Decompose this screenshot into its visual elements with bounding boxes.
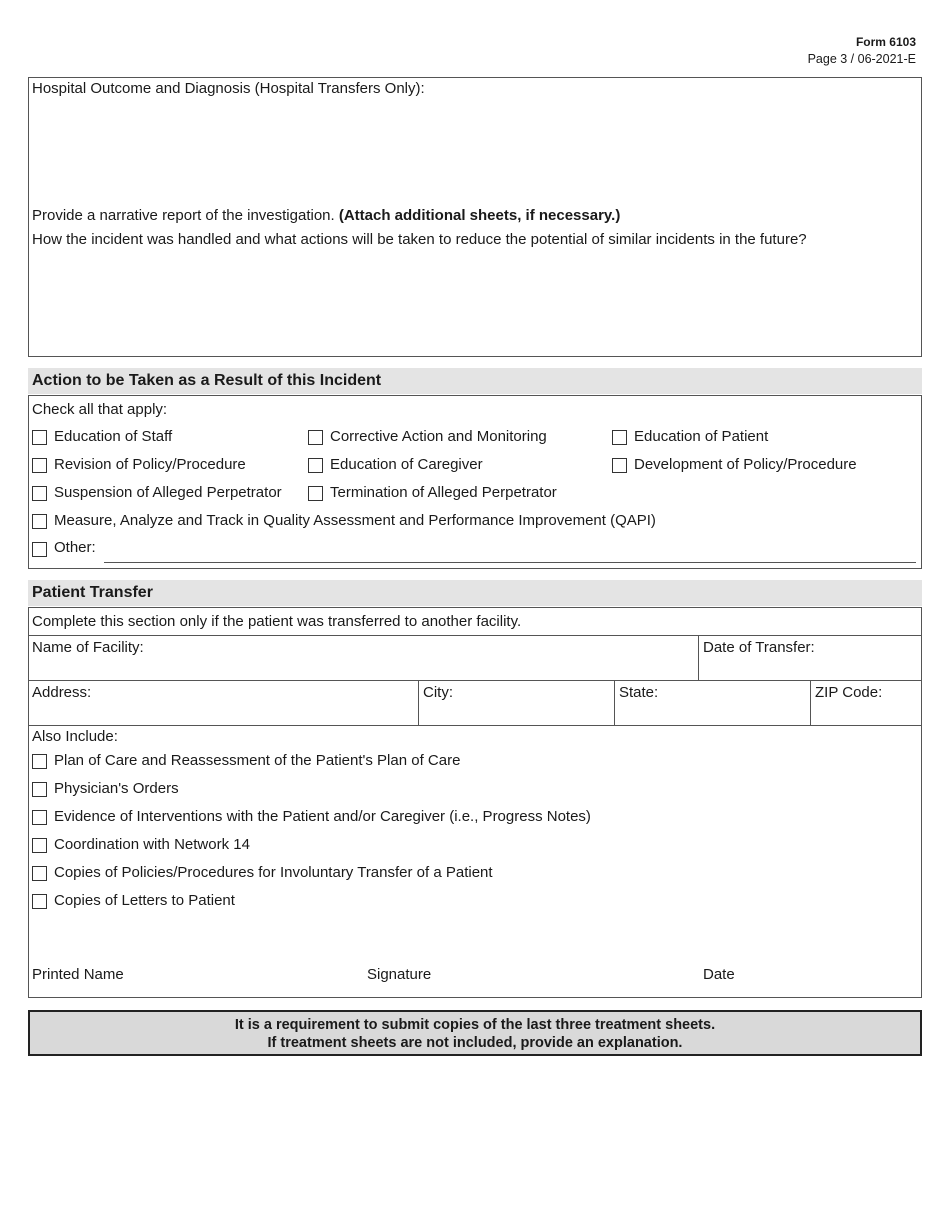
page-info: Page 3 / 06-2021-E xyxy=(807,52,916,66)
signature-field[interactable]: Signature xyxy=(367,966,432,983)
narrative-label-bold: (Attach additional sheets, if necessary.) xyxy=(338,207,621,224)
checkbox-plan-of-care[interactable] xyxy=(32,754,47,769)
option-qapi: Measure, Analyze and Track in Quality Assessment and Performance Improvement (QAPI) xyxy=(54,512,656,529)
divider xyxy=(28,680,922,681)
checkbox-development-of-policy[interactable] xyxy=(612,458,627,473)
checkbox-coordination-network[interactable] xyxy=(32,838,47,853)
city-field[interactable]: City: xyxy=(423,684,453,701)
checkbox-revision-of-policy[interactable] xyxy=(32,458,47,473)
notice-line-1: It is a requirement to submit copies of the last three treatment sheets. xyxy=(234,1017,716,1033)
handled-label: How the incident was handled and what actions will be taken to reduce the potential of similar incidents in the future? xyxy=(32,231,807,248)
facility-field[interactable]: Name of Facility: xyxy=(32,639,144,656)
divider xyxy=(28,635,922,636)
option-other: Other: xyxy=(54,539,96,556)
checkbox-copies-letters[interactable] xyxy=(32,894,47,909)
include-copies-policies: Copies of Policies/Procedures for Involuntary Transfer of a Patient xyxy=(54,864,493,881)
option-development-of-policy: Development of Policy/Procedure xyxy=(634,456,857,473)
transfer-section-title: Patient Transfer xyxy=(28,580,922,606)
option-suspension: Suspension of Alleged Perpetrator xyxy=(54,484,282,501)
checkbox-physician-orders[interactable] xyxy=(32,782,47,797)
checkbox-education-of-staff[interactable] xyxy=(32,430,47,445)
narrative-label-text: Provide a narrative report of the investigation. xyxy=(32,207,335,224)
notice-line-2: If treatment sheets are not included, provide an explanation. xyxy=(267,1035,683,1051)
include-plan-of-care: Plan of Care and Reassessment of the Patient's Plan of Care xyxy=(54,752,461,769)
include-physician-orders: Physician's Orders xyxy=(54,780,179,797)
checkbox-qapi[interactable] xyxy=(32,514,47,529)
other-input-line[interactable] xyxy=(104,562,916,563)
address-field[interactable]: Address: xyxy=(32,684,92,701)
option-education-of-staff: Education of Staff xyxy=(54,428,173,445)
printed-name-field[interactable]: Printed Name xyxy=(32,966,124,983)
divider xyxy=(418,680,419,725)
checkbox-termination[interactable] xyxy=(308,486,323,501)
checkbox-education-of-caregiver[interactable] xyxy=(308,458,323,473)
option-education-of-patient: Education of Patient xyxy=(634,428,769,445)
check-all-label: Check all that apply: xyxy=(32,401,168,418)
include-coordination-network: Coordination with Network 14 xyxy=(54,836,250,853)
treatment-sheets-notice xyxy=(28,1010,922,1056)
divider xyxy=(698,635,699,680)
checkbox-other[interactable] xyxy=(32,542,47,557)
divider xyxy=(614,680,615,725)
narrative-label xyxy=(32,207,620,224)
hospital-outcome-label: Hospital Outcome and Diagnosis (Hospital Transfers Only): xyxy=(32,80,425,97)
form-number: Form 6103 xyxy=(855,35,916,49)
transfer-date-field[interactable]: Date of Transfer: xyxy=(703,639,815,656)
action-box xyxy=(28,395,922,569)
checkbox-suspension[interactable] xyxy=(32,486,47,501)
include-copies-letters: Copies of Letters to Patient xyxy=(54,892,235,909)
option-corrective-action: Corrective Action and Monitoring xyxy=(330,428,547,445)
date-field[interactable]: Date xyxy=(703,966,735,983)
state-field[interactable]: State: xyxy=(619,684,659,701)
checkbox-copies-policies[interactable] xyxy=(32,866,47,881)
action-section-title: Action to be Taken as a Result of this Incident xyxy=(28,368,922,394)
divider xyxy=(810,680,811,725)
also-include-label: Also Include: xyxy=(32,728,118,745)
option-revision-of-policy: Revision of Policy/Procedure xyxy=(54,456,246,473)
transfer-box xyxy=(28,607,922,998)
option-termination: Termination of Alleged Perpetrator xyxy=(330,484,557,501)
checkbox-corrective-action[interactable] xyxy=(308,430,323,445)
checkbox-evidence-interventions[interactable] xyxy=(32,810,47,825)
include-evidence-interventions: Evidence of Interventions with the Patient and/or Caregiver (i.e., Progress Notes) xyxy=(54,808,591,825)
option-education-of-caregiver: Education of Caregiver xyxy=(330,456,483,473)
divider xyxy=(28,725,922,726)
checkbox-education-of-patient[interactable] xyxy=(612,430,627,445)
transfer-instruction: Complete this section only if the patient was transferred to another facility. xyxy=(32,613,522,630)
zip-field[interactable]: ZIP Code: xyxy=(815,684,883,701)
